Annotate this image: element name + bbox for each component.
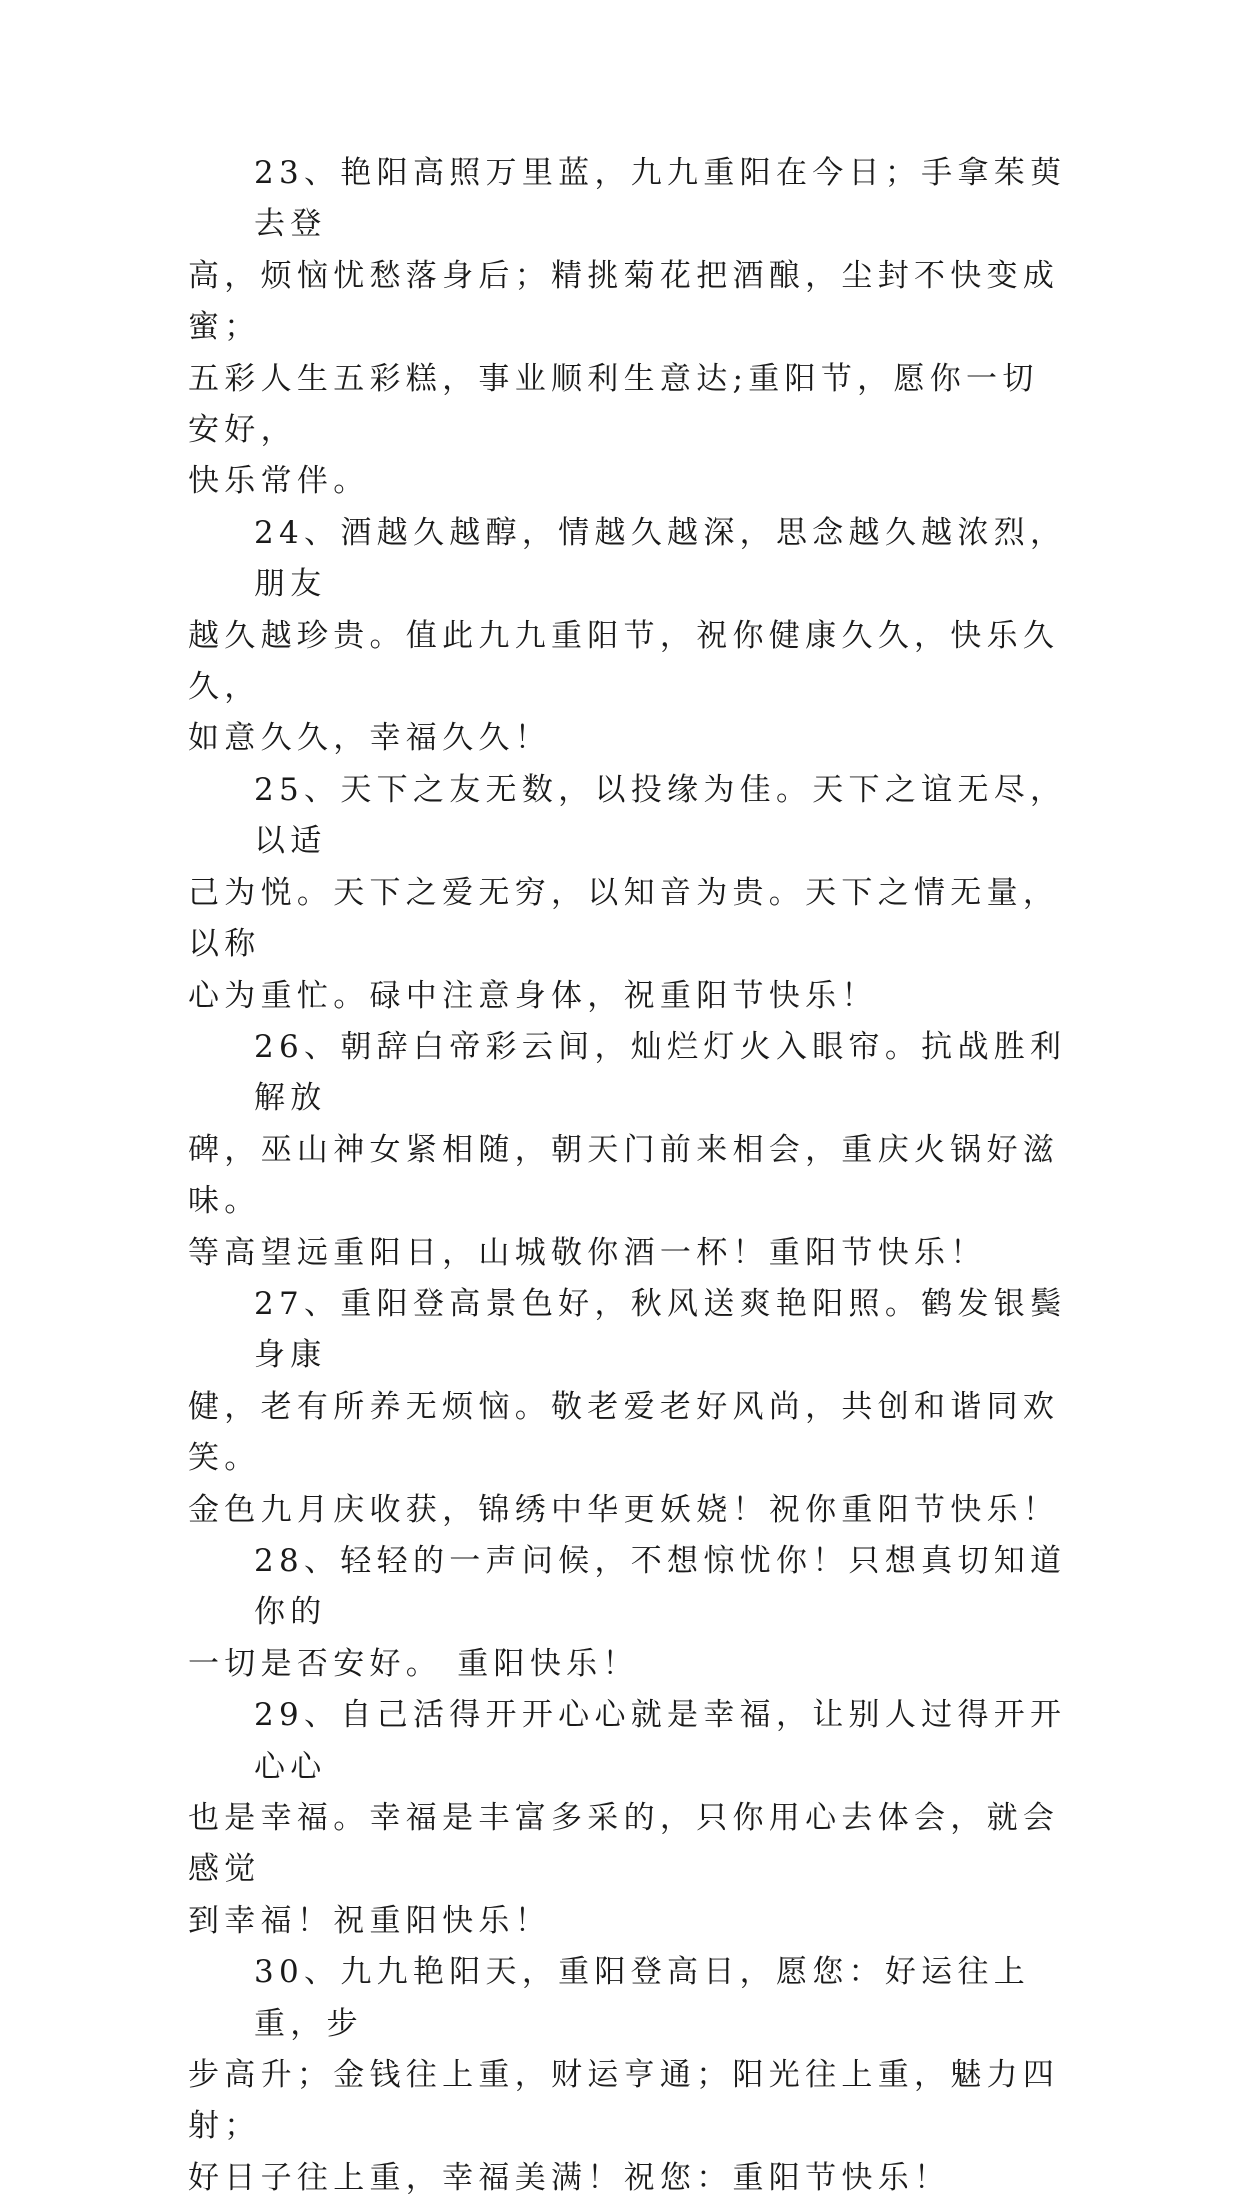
paragraph-line: 心为重忙。碌中注意身体，祝重阳节快乐！ xyxy=(188,977,878,1014)
paragraph-line: 23、艳阳高照万里蓝，九九重阳在今日；手拿茱萸去登 xyxy=(254,155,1067,243)
paragraph-line: 健，老有所养无烦恼。敬老爱老好风尚，共创和谐同欢笑。 xyxy=(188,1388,1060,1477)
paragraph-line: 五彩人生五彩糕，事业顺利生意达;重阳节，愿你一切安好， xyxy=(188,360,1039,449)
paragraph-line: 29、自己活得开开心心就是幸福，让别人过得开开心心 xyxy=(254,1697,1067,1785)
paragraph-27 xyxy=(188,1279,1068,1536)
paragraph-line: 到幸福！祝重阳快乐！ xyxy=(188,1902,551,1939)
paragraph-line: 碑，巫山神女紧相随，朝天门前来相会，重庆火锅好滋味。 xyxy=(188,1131,1060,1220)
paragraph-line: 一切是否安好。 重阳快乐！ xyxy=(188,1645,639,1682)
paragraph-line: 快乐常伴。 xyxy=(188,463,370,500)
paragraph-line: 也是幸福。幸福是丰富多采的，只你用心去体会，就会感觉 xyxy=(188,1800,1060,1888)
paragraph-23 xyxy=(188,148,1068,508)
paragraph-line: 越久越珍贵。值此九九重阳节，祝你健康久久，快乐久久， xyxy=(188,617,1060,706)
paragraph-29 xyxy=(188,1690,1068,1947)
paragraph-line: 己为悦。天下之爱无穷，以知音为贵。天下之情无量，以称 xyxy=(188,874,1060,963)
document-body xyxy=(188,148,1068,2204)
paragraph-line: 26、朝辞白帝彩云间，灿烂灯火入眼帘。抗战胜利解放 xyxy=(254,1028,1067,1117)
paragraph-26 xyxy=(188,1022,1068,1279)
paragraph-line: 等高望远重阳日，山城敬你酒一杯！重阳节快乐！ xyxy=(188,1234,987,1271)
paragraph-line: 25、天下之友无数，以投缘为佳。天下之谊无尽，以适 xyxy=(254,771,1067,860)
paragraph-line: 24、酒越久越醇，情越久越深，思念越久越浓烈，朋友 xyxy=(254,514,1067,603)
paragraph-line: 如意久久，幸福久久！ xyxy=(188,720,551,757)
paragraph-line: 27、重阳登高景色好，秋风送爽艳阳照。鹤发银鬓身康 xyxy=(254,1285,1067,1374)
paragraph-line: 30、九九艳阳天，重阳登高日，愿您：好运往上重，步 xyxy=(254,1954,1031,2042)
paragraph-line: 金色九月庆收获，锦绣中华更妖娆！祝你重阳节快乐！ xyxy=(188,1491,1060,1528)
paragraph-24 xyxy=(188,508,1068,765)
paragraph-line: 好日子往上重，幸福美满！祝您：重阳节快乐！ xyxy=(188,2159,951,2196)
paragraph-line: 高，烦恼忧愁落身后；精挑菊花把酒酿，尘封不快变成蜜； xyxy=(188,257,1060,346)
paragraph-25 xyxy=(188,765,1068,1022)
paragraph-line: 28、轻轻的一声问候，不想惊忧你！只想真切知道你的 xyxy=(254,1542,1067,1631)
paragraph-line: 步高升；金钱往上重，财运亨通；阳光往上重，魅力四射； xyxy=(188,2057,1060,2145)
paragraph-28 xyxy=(188,1536,1068,1690)
paragraph-30 xyxy=(188,1947,1068,2204)
